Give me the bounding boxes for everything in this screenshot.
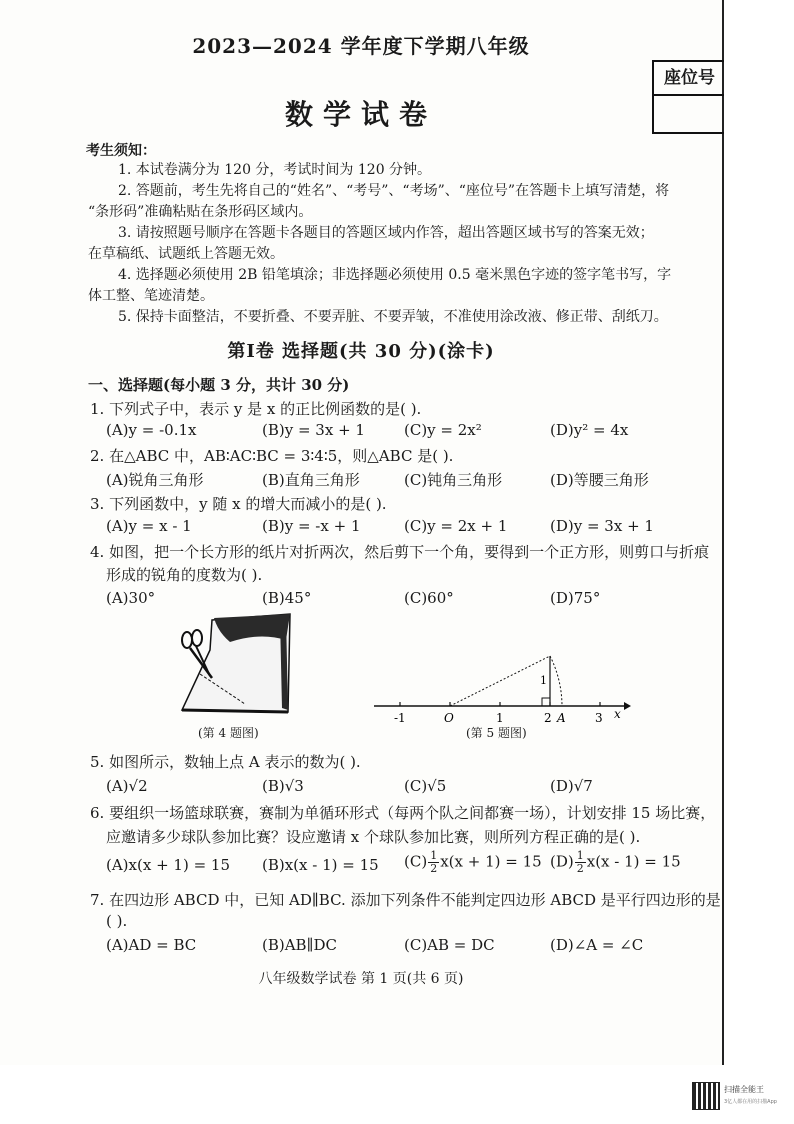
note-item: 2. 答题前，考生先将自己的“姓名”、“考号”、“考场”、“座位号”在答题卡上填写清楚，将: [118, 183, 670, 199]
question-2-stem: 2. 在△ABC 中，AB∶AC∶BC = 3∶4∶5，则△ABC 是( ).: [90, 447, 454, 465]
question-3-stem: 3. 下列函数中，y 随 x 的增大而减小的是( ).: [90, 495, 387, 513]
question-2-option-a: (A)锐角三角形: [106, 471, 204, 489]
question-2-option-d: (D)等腰三角形: [550, 471, 649, 489]
watermark-text: 扫描全能王: [724, 1085, 764, 1094]
note-item: 在草稿纸、试题纸上答题无效。: [88, 246, 284, 262]
question-6-option-d: [550, 850, 681, 875]
question-5-option-a: (A)√2: [106, 777, 148, 795]
origin-label: O: [444, 711, 454, 725]
question-5-option-c: (C)√5: [404, 777, 447, 795]
option-d-prefix: (D): [550, 852, 574, 871]
section-title: 第Ⅰ卷 选择题(共 30 分)(涂卡): [227, 341, 495, 362]
figure-4-caption: (第 4 题图): [198, 726, 259, 740]
watermark-subtext: 3亿人都在用的扫描App: [724, 1099, 777, 1105]
fraction-one-half: $\frac{1}{2}$: [430, 849, 438, 875]
question-7-stem: 7. 在四边形 ABCD 中，已知 AD∥BC. 添加下列条件不能判定四边形 ABCD 是平行四边形的是: [90, 891, 721, 909]
note-item: 4. 选择题必须使用 2B 铅笔填涂；非选择题必须使用 0.5 毫米黑色字迹的签字笔书写，字: [118, 267, 672, 283]
scanner-watermark: [692, 1082, 788, 1112]
question-3-option-b: (B)y = -x + 1: [262, 517, 361, 535]
tick-label: 2: [544, 711, 552, 725]
question-5-stem: 5. 如图所示，数轴上点 A 表示的数为( ).: [90, 753, 361, 771]
tick-label: 3: [595, 711, 603, 725]
option-c-prefix: (C): [404, 852, 428, 871]
note-item: “条形码”准确粘贴在条形码区域内。: [88, 204, 313, 220]
seat-number-label: 座位号: [654, 62, 724, 96]
option-c-rest: x(x + 1) = 15: [440, 852, 542, 871]
question-6-stem: 6. 要组织一场篮球联赛，赛制为单循环形式（每两个队之间都赛一场），计划安排 15 场比赛，: [90, 804, 716, 822]
question-7-option-d: (D)∠A = ∠C: [550, 936, 644, 954]
paper-bottom-edge: [182, 710, 288, 712]
figure-5-caption: (第 5 题图): [466, 726, 527, 740]
question-2-option-b: (B)直角三角形: [262, 471, 360, 489]
question-6-stem-cont: 应邀请多少球队参加比赛？设应邀请 x 个球队参加比赛，则所列方程正确的是( ).: [106, 828, 641, 846]
question-6-option-a: (A)x(x + 1) = 15: [106, 856, 230, 874]
tick-label: 1: [496, 711, 504, 725]
hypotenuse: [450, 656, 550, 706]
question-1-option-a: (A)y = -0.1x: [106, 421, 197, 439]
question-1-option-b: (B)y = 3x + 1: [262, 421, 365, 439]
question-4-option-a: (A)30°: [106, 589, 156, 607]
question-5-option-b: (B)√3: [262, 777, 304, 795]
fraction-one-half: $\frac{1}{2}$: [576, 849, 584, 875]
qr-code-icon: [692, 1082, 720, 1110]
question-7-option-c: (C)AB = DC: [404, 936, 495, 954]
question-7-option-a: (A)AD = BC: [106, 936, 197, 954]
question-1-option-c: (C)y = 2x²: [404, 421, 482, 439]
note-item: 3. 请按照题号顺序在答题卡各题目的答题区域内作答，超出答题区域书写的答案无效；: [118, 225, 654, 241]
point-a-label: A: [557, 711, 566, 725]
question-4-stem-cont: 形成的锐角的度数为( ).: [106, 566, 263, 584]
part-heading: 一、选择题(每小题 3 分，共计 30 分): [88, 376, 350, 394]
question-2-option-c: (C)钝角三角形: [404, 471, 503, 489]
question-4-stem: 4. 如图，把一个长方形的纸片对折两次，然后剪下一个角，要得到一个正方形，则剪口与折痕: [90, 543, 710, 561]
question-1-stem: 1. 下列式子中，表示 y 是 x 的正比例函数的是( ).: [90, 400, 422, 418]
page-footer: 八年级数学试卷 第 1 页(共 6 页): [258, 971, 464, 987]
compass-arc: [550, 656, 562, 706]
question-6-option-b: (B)x(x - 1) = 15: [262, 856, 379, 874]
question-7-stem-cont: ( ).: [106, 912, 128, 930]
question-3-option-c: (C)y = 2x + 1: [404, 517, 508, 535]
question-5-option-d: (D)√7: [550, 777, 593, 795]
right-angle-mark: [542, 698, 550, 706]
tick-label: -1: [394, 711, 406, 725]
question-6-option-c: [404, 850, 542, 875]
question-3-option-a: (A)y = x - 1: [106, 517, 192, 535]
note-item: 体工整、笔迹清楚。: [88, 288, 214, 304]
question-7-option-b: (B)AB∥DC: [262, 936, 338, 954]
note-item: 5. 保持卡面整洁，不要折叠、不要弄脏、不要弄皱，不准使用涂改液、修正带、刮纸刀。: [118, 309, 668, 325]
question-4-option-b: (B)45°: [262, 589, 312, 607]
exam-title-line1: 2023—2024 学年度下学期八年级: [192, 34, 530, 58]
notes-heading: 考生须知：: [86, 143, 156, 159]
question-4-option-c: (C)60°: [404, 589, 454, 607]
axis-arrow-icon: [624, 702, 631, 710]
figure-4-folded-paper: [170, 612, 300, 722]
paper-edge: [722, 0, 724, 1065]
question-3-option-d: (D)y = 3x + 1: [550, 517, 654, 535]
note-item: 1. 本试卷满分为 120 分，考试时间为 120 分钟。: [118, 162, 432, 178]
option-d-rest: x(x - 1) = 15: [586, 852, 681, 871]
seat-number-box: [652, 60, 724, 134]
question-4-option-d: (D)75°: [550, 589, 601, 607]
question-1-option-d: (D)y² = 4x: [550, 421, 629, 439]
axis-x-label: x: [614, 707, 621, 721]
exam-title: 数学试卷: [284, 98, 437, 131]
height-label: 1: [540, 674, 547, 687]
